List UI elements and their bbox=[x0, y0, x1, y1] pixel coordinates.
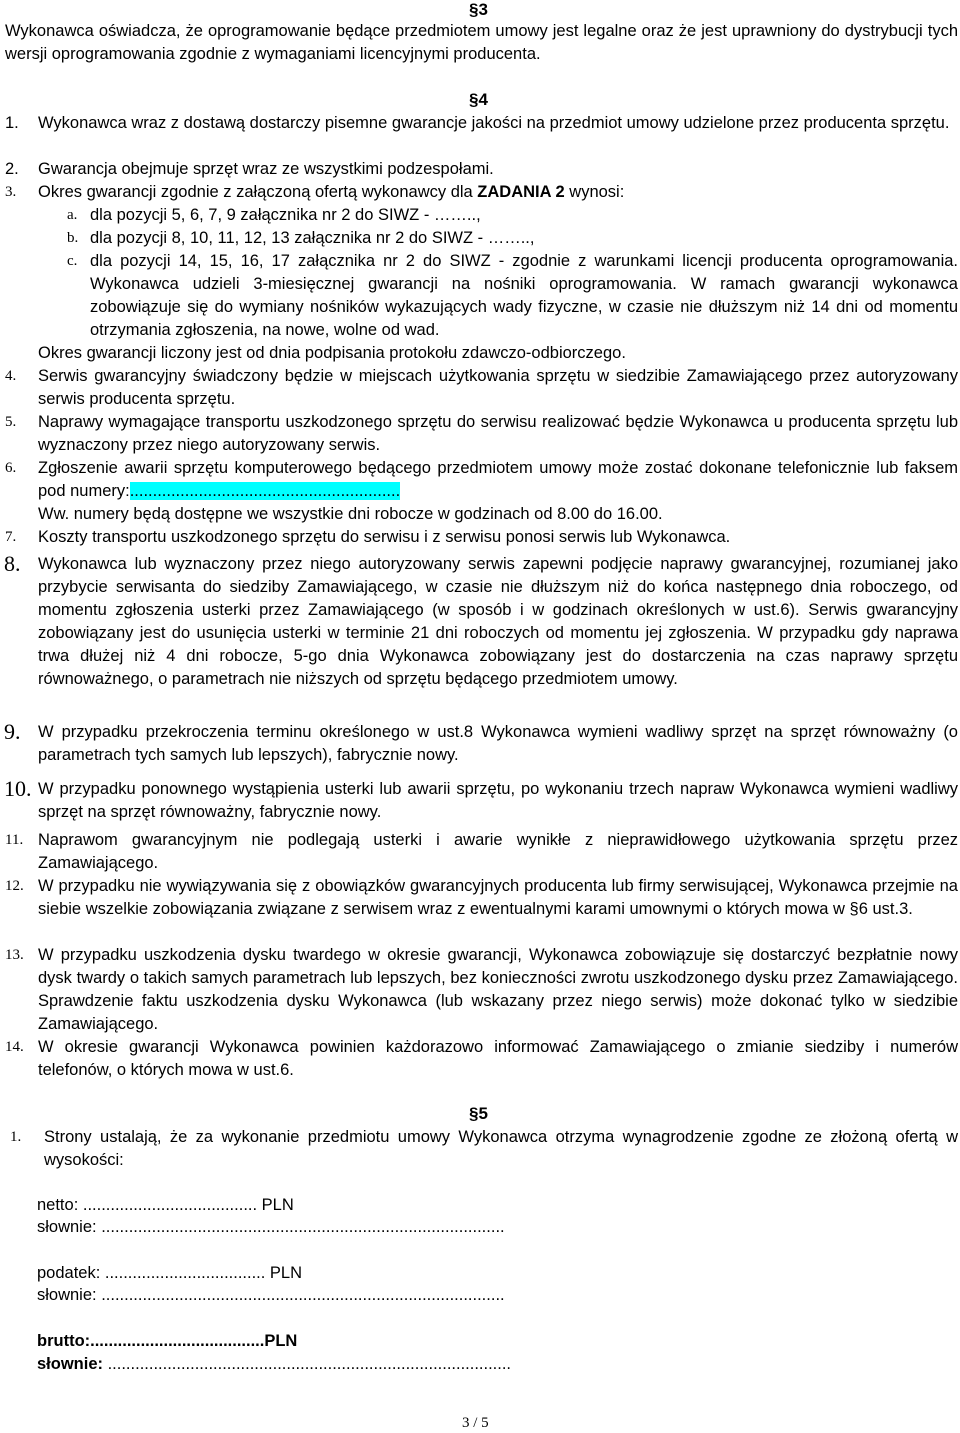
zadanie-label: ZADANIA 2 bbox=[477, 183, 565, 201]
subitem-b: dla pozycji 8, 10, 11, 12, 13 załącznika nr 2 do SIWZ - …….., bbox=[90, 229, 535, 247]
subitem-letter: a. bbox=[67, 207, 78, 223]
item-number: 12. bbox=[5, 878, 24, 894]
section-5-heading: §5 bbox=[469, 1104, 488, 1123]
section-4-item-14: W okresie gwarancji Wykonawca powinien każdorazowo informować Zamawiającego o zmianie siedziby i numerów telefonów, o których mowa w ust.6. bbox=[38, 1038, 958, 1079]
section-4-heading: §4 bbox=[469, 90, 488, 109]
subitem-letter: b. bbox=[67, 230, 79, 246]
section-4-item-5: Naprawy wymagające transportu uszkodzonego sprzętu do serwisu realizować będzie Wykonawca u producenta sprzętu lub wyznaczony przez niego autoryzowany serwis. bbox=[38, 413, 958, 454]
section-4-item-1: Wykonawca wraz z dostawą dostarczy pisemne gwarancje jakości na przedmiot umowy udzielone przez producenta sprzętu. bbox=[38, 114, 950, 132]
brutto-words-dots: ........................................................................................ bbox=[103, 1355, 512, 1373]
section-3-heading: §3 bbox=[469, 0, 488, 19]
netto-field[interactable]: netto: ...................................... PLN bbox=[37, 1196, 294, 1214]
item-number: 13. bbox=[5, 947, 24, 963]
vat-words-field[interactable]: słownie: ........................................................................................ bbox=[37, 1286, 505, 1304]
section-3-text: Wykonawca oświadcza, że oprogramowanie będące przedmiotem umowy jest legalne oraz że jest uprawniony do dystrybucji tych wersji oprogramowania zgodnie z wymaganiami licencyjnymi producenta. bbox=[5, 22, 958, 63]
section-4-item-12: W przypadku nie wywiązywania się z obowiązków gwarancyjnych producenta lub firmy serwisującej, Wykonawca przejmie na siebie wszelkie zobowiązania związane z serwisem wraz z ewentualnymi karami umownymi o których mowa w §6 ust.3. bbox=[38, 877, 958, 918]
section-4-item-4: Serwis gwarancyjny świadczony będzie w miejscach użytkowania sprzętu w siedzibie Zamawiającego przez autoryzowany serwis producenta sprzętu. bbox=[38, 367, 958, 408]
subitem-c: dla pozycji 14, 15, 16, 17 załącznika nr 2 do SIWZ - zgodnie z warunkami licencji producenta oprogramowania. Wykonawca udzieli 3-miesięcznej gwarancji na nośniki oprogramowania. W ramach gwarancji wykonawca zobowiązuje się do wymiany nośników wykazujących wady fizyczne, w czasie nie dłuższym niż 14 dni od momentu otrzymania zgłoszenia, na nowe, wolne od wad. bbox=[90, 252, 958, 339]
item-number: 11. bbox=[5, 832, 24, 848]
section-4-item-6-hours: Ww. numery będą dostępne we wszystkie dni robocze w godzinach od 8.00 do 16.00. bbox=[38, 505, 663, 523]
section-4-item-7: Koszty transportu uszkodzonego sprzętu do serwisu i z serwisu ponosi serwis lub Wykonawca. bbox=[38, 528, 731, 546]
vat-field[interactable]: podatek: ................................... PLN bbox=[37, 1264, 303, 1282]
section-4-item-6 bbox=[38, 457, 958, 503]
section-4-item-9: W przypadku przekroczenia terminu określonego w ust.8 Wykonawca wymieni wadliwy sprzęt na sprzęt równoważny (o parametrach tych samych lub lepszych), fabrycznie nowy. bbox=[38, 723, 958, 764]
phone-number-field[interactable]: ........................................................... bbox=[129, 482, 401, 500]
subitem-a: dla pozycji 5, 6, 7, 9 załącznika nr 2 do SIWZ - …….., bbox=[90, 206, 481, 224]
item-number: 10. bbox=[4, 776, 32, 801]
section-4-item-2: Gwarancja obejmuje sprzęt wraz ze wszystkimi podzespołami. bbox=[38, 160, 494, 178]
warranty-period-note: Okres gwarancji liczony jest od dnia podpisania protokołu zdawczo-odbiorczego. bbox=[38, 344, 626, 362]
item-number: 14. bbox=[5, 1039, 24, 1055]
item-number: 7. bbox=[5, 529, 17, 545]
item-3-text: Okres gwarancji zgodnie z załączoną ofertą wykonawcy dla bbox=[38, 183, 478, 201]
brutto-words-label: słownie: bbox=[37, 1355, 104, 1373]
item-number: 6. bbox=[5, 460, 17, 476]
item-3-text-end: wynosi: bbox=[564, 183, 625, 201]
section-4-item-13: W przypadku uszkodzenia dysku twardego w okresie gwarancji, Wykonawca zobowiązuje się dostarczyć bezpłatnie nowy dysk twardy o takich samych parametrach lub lepszych, bez konieczności zwrotu uszkodzonego dysku przez Zamawiającego. Sprawdzenie faktu uszkodzenia dysku Wykonawca (lub wskazany przez niego serwis) może dokonać tylko w siedzibie Zamawiającego. bbox=[38, 946, 958, 1033]
item-number: 1. bbox=[10, 1129, 22, 1145]
item-6-text: Zgłoszenie awarii sprzętu komputerowego będącego przedmiotem umowy może zostać dokonane telefonicznie lub faksem pod numery: bbox=[38, 459, 958, 500]
brutto-field[interactable]: brutto:......................................PLN bbox=[37, 1332, 298, 1350]
item-number: 2. bbox=[5, 160, 19, 178]
item-number: 3. bbox=[5, 184, 17, 200]
item-number: 5. bbox=[5, 414, 17, 430]
section-5-item-1: Strony ustalają, że za wykonanie przedmiotu umowy Wykonawca otrzyma wynagrodzenie zgodne ze złożoną ofertą w wysokości: bbox=[44, 1128, 958, 1169]
section-4-item-8: Wykonawca lub wyznaczony przez niego autoryzowany serwis zapewni podjęcie naprawy gwarancyjnej, rozumianej jako przybycie serwisanta do siedziby Zamawiającego, w czasie nie dłuższym niż do końca następnego dnia roboczego, od momentu zgłoszenia usterki przez Zamawiającego (w sposób i w godzinach określonych w ust.6). Serwis gwarancyjny zobowiązany jest do usunięcia usterki w terminie 21 dni roboczych od momentu jej zgłoszenia. W przypadku gdy naprawa trwa dłużej niż 4 dni robocze, 5-go dnia Wykonawca zobowiązany jest do dostarczenia na czas naprawy sprzętu równoważnego, o parametrach nie niższych od sprzętu będącego przedmiotem umowy. bbox=[38, 555, 958, 688]
netto-words-field[interactable]: słownie: ........................................................................................ bbox=[37, 1218, 505, 1236]
item-number: 9. bbox=[4, 719, 21, 744]
page-number: 3 / 5 bbox=[462, 1415, 489, 1431]
section-4-item-11: Naprawom gwarancyjnym nie podlegają usterki i awarie wynikłe z nieprawidłowego użytkowania sprzętu przez Zamawiającego. bbox=[38, 831, 958, 872]
item-number: 4. bbox=[5, 368, 17, 384]
brutto-words-field[interactable] bbox=[37, 1354, 511, 1374]
item-number: 8. bbox=[4, 551, 21, 576]
section-4-item-10: W przypadku ponownego wystąpienia usterki lub awarii sprzętu, po wykonaniu trzech napraw Wykonawca wymieni wadliwy sprzęt na sprzęt równoważny, fabrycznie nowy. bbox=[38, 780, 958, 821]
subitem-letter: c. bbox=[67, 253, 78, 269]
item-number: 1. bbox=[5, 114, 19, 132]
section-4-item-3 bbox=[38, 181, 958, 204]
